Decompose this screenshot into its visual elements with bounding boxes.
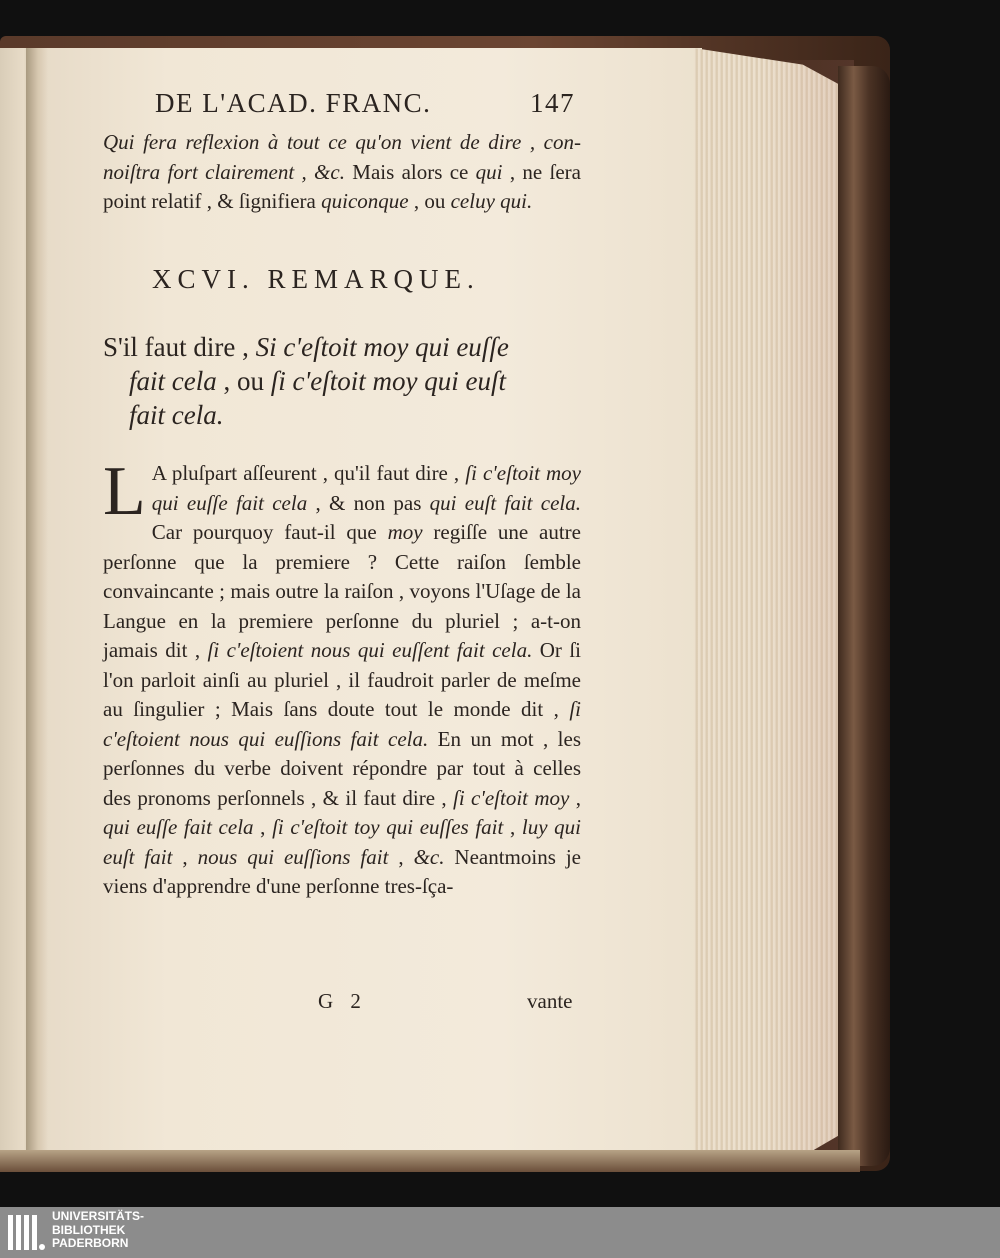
paragraph-1-run: qui (475, 159, 503, 184)
paragraph-1-run: , ou (408, 189, 451, 213)
question-line-2 (103, 364, 581, 398)
paragraph-2-run: &c. (413, 844, 445, 869)
paragraph-2-run: ſi c'eſtoit moy (453, 785, 570, 810)
drop-cap: L (103, 453, 146, 530)
paragraph-2-run: , & non pas (307, 490, 430, 515)
paragraph-1-run: Qui fera reflexion à tout ce qu'on vient de dire , con- (103, 130, 581, 154)
paragraph-2-run: , (388, 844, 414, 869)
paragraph-2-run: A pluſpart aſſeurent , qu'il faut dire , (151, 461, 466, 485)
paragraph-2-run: luy qui euſt fait (103, 815, 582, 869)
running-head (155, 88, 575, 119)
paragraph-2-run: ſi c'eſtoit moy qui euſſe fait cela (151, 461, 581, 515)
question-roman-2: , ou (216, 366, 271, 396)
question-roman-1: S'il faut dire , (103, 332, 256, 362)
book-spine (838, 66, 890, 1166)
paragraph-2-run: ſi c'eſtoient nous qui euſſent fait cela. (207, 638, 533, 662)
paragraph-2-body (103, 453, 582, 898)
paragraph-2-run: , (503, 815, 522, 839)
library-name-line-2: BIBLIOTHEK (52, 1222, 126, 1237)
running-head-title: DE L'ACAD. FRANC. (155, 88, 432, 118)
paragraph-2-run: Neantmoins je viens d'apprendre d'une perſonne tres-ſça- (103, 844, 581, 898)
paragraph-2-run: qui euſſe fait cela (103, 815, 254, 839)
paragraph-2-run: , (253, 815, 273, 839)
question-line-3 (103, 398, 581, 432)
library-name-line-1: UNIVERSITÄTS- (52, 1209, 145, 1223)
catchword: vante (527, 989, 573, 1013)
paragraph-2-run: qui euſt fait cela. (429, 490, 582, 515)
paragraph-1-run: , ne ſera point relatif , & ſignifiera (103, 159, 581, 213)
library-name-line-3: PADERBORN (52, 1236, 129, 1250)
question-italic-1: Si c'eſtoit moy qui euſſe (255, 332, 509, 362)
paragraph-2-run: nous qui euſſions fait (197, 844, 389, 869)
paragraph-2-run: regiſſe une autre perſonne que la premiere ? Cette raiſon ſemble convaincante ; mais outre la raiſon , voyons l'Uſage de la Langue en la premiere perſonne du pluriel ; a-t-on jamais dit , (103, 520, 581, 662)
paragraph-1-run: Mais alors ce (344, 159, 476, 184)
remark-question (103, 330, 581, 432)
page-number: 147 (530, 88, 575, 118)
question-italic-2a: fait cela (129, 366, 217, 396)
paragraph-1 (103, 128, 581, 217)
paragraph-2-run: Or ſi l'on parloit ainſi au pluriel , il faudroit parler de meſme au ſingulier ; Mais ſans doute tout le monde dit , (103, 638, 582, 721)
library-footer-bar (0, 1207, 1000, 1258)
question-italic-2b: ſi c'eſtoit moy qui euſt (270, 366, 506, 396)
book-bottom-edge (0, 1150, 860, 1172)
question-italic-3: fait cela. (129, 400, 224, 430)
paragraph-1-run: noiſtra fort clairement , &c. (103, 159, 345, 184)
library-logo-icon (6, 1211, 46, 1254)
paragraph-2-run: , (172, 844, 198, 869)
paragraph-2-run: moy (387, 520, 423, 544)
spine-gutter (26, 48, 48, 1160)
paragraph-2-run: En un mot , les perſonnes du verbe doivent répondre par tout à celles des pronoms perſonnels , & il faut dire , (103, 726, 582, 810)
remark-title: XCVI. REMARQUE. (152, 264, 480, 294)
paragraph-2-run: , (569, 785, 581, 810)
paragraph-2-run: ſi c'eſtoient nous qui euſſions fait cela. (103, 697, 581, 751)
paragraph-2 (103, 453, 582, 902)
library-name (52, 1210, 144, 1251)
paragraph-2-run: Car pourquoy faut-il que (151, 520, 388, 544)
paragraph-1-run: quiconque (321, 189, 409, 213)
signature-mark: G 2 (318, 989, 367, 1013)
paragraph-2-run: ſi c'eſtoit toy qui euſſes fait (272, 815, 504, 839)
paragraph-1-run: celuy qui. (450, 189, 533, 213)
